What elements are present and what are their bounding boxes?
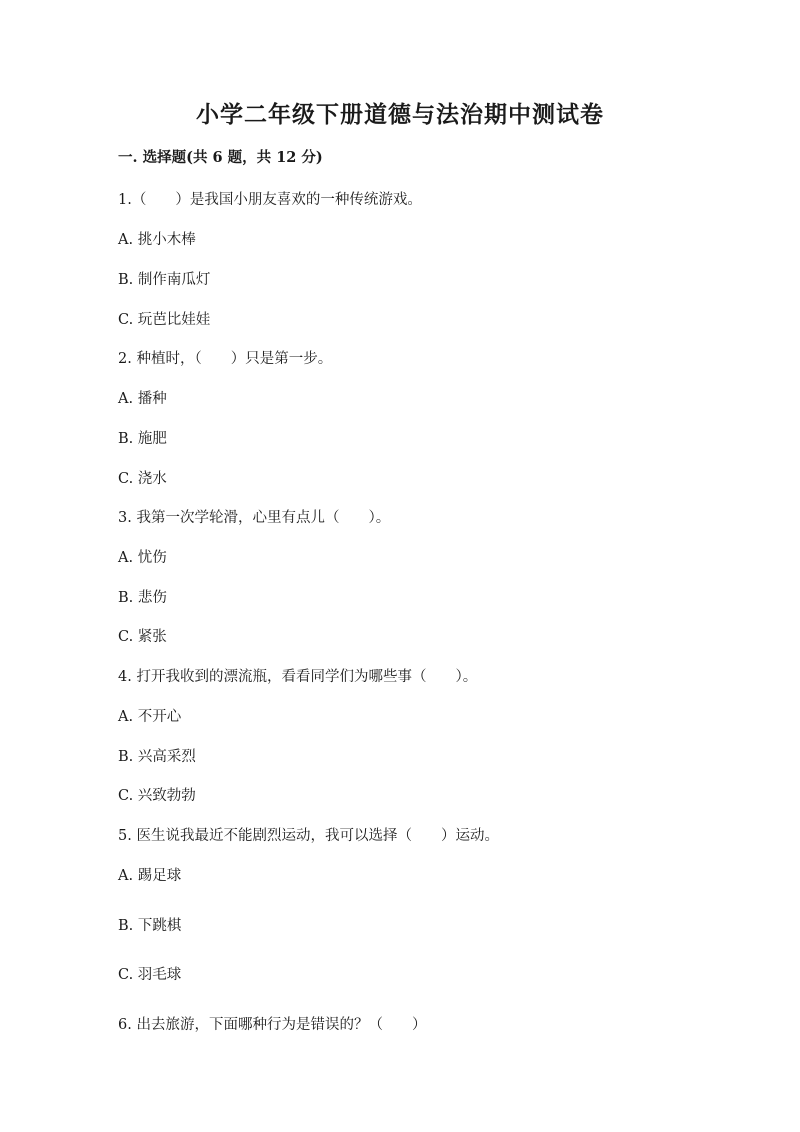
question-2-option-a: A. 播种 — [118, 391, 167, 407]
question-4-stem: 4. 打开我收到的漂流瓶，看看同学们为哪些事（ ）。 — [118, 669, 478, 685]
question-3-option-c: C. 紧张 — [118, 629, 167, 645]
question-5-option-a: A. 踢足球 — [118, 868, 182, 884]
question-4-option-a: A. 不开心 — [118, 709, 182, 725]
section-heading: 一. 选择题(共 6 题，共 12 分) — [118, 149, 323, 166]
question-5-option-c: C. 羽毛球 — [118, 967, 182, 983]
question-3-stem: 3. 我第一次学轮滑，心里有点儿（ ）。 — [118, 510, 391, 526]
question-2-option-b: B. 施肥 — [118, 431, 167, 447]
page-title: 小学二年级下册道德与法治期中测试卷 — [196, 101, 604, 128]
question-1-option-c: C. 玩芭比娃娃 — [118, 312, 211, 328]
question-2-stem: 2. 种植时，（ ）只是第一步。 — [118, 351, 333, 367]
question-5-option-b: B. 下跳棋 — [118, 918, 182, 934]
question-2-option-c: C. 浇水 — [118, 471, 167, 487]
question-3-option-b: B. 悲伤 — [118, 590, 167, 606]
question-3-option-a: A. 忧伤 — [118, 550, 167, 566]
question-5-stem: 5. 医生说我最近不能剧烈运动，我可以选择（ ）运动。 — [118, 828, 499, 844]
question-6-stem: 6. 出去旅游，下面哪种行为是错误的？（ ） — [118, 1017, 427, 1033]
question-4-option-c: C. 兴致勃勃 — [118, 788, 196, 804]
question-1-stem: 1.（ ）是我国小朋友喜欢的一种传统游戏。 — [118, 192, 422, 208]
question-1-option-b: B. 制作南瓜灯 — [118, 272, 211, 288]
question-4-option-b: B. 兴高采烈 — [118, 749, 196, 765]
question-1-option-a: A. 挑小木棒 — [118, 232, 196, 248]
